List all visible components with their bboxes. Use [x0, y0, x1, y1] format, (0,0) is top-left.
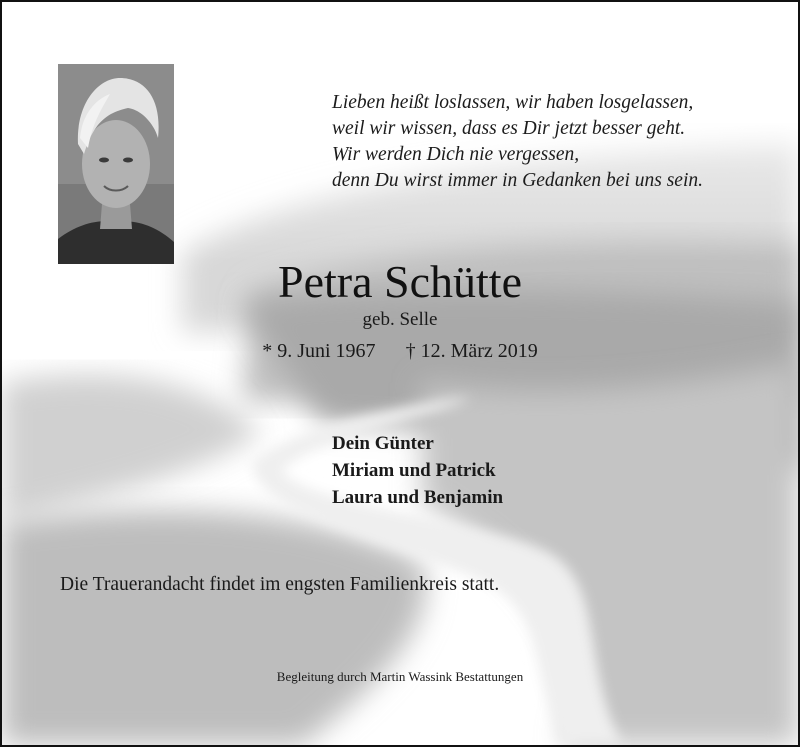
mourner-entry: Laura und Benjamin [332, 487, 504, 508]
portrait-photo [58, 64, 174, 264]
life-dates [2, 338, 798, 364]
memorial-service-notice: Die Trauerandacht findet im engsten Familienkreis statt. [60, 574, 500, 595]
maiden-name: geb. Selle [362, 309, 438, 330]
mourner-entry: Miriam und Patrick [332, 460, 496, 481]
portrait-image [58, 64, 174, 264]
poem-line: denn Du wirst immer in Gedanken bei uns sein. [332, 170, 703, 191]
memorial-poem [332, 90, 772, 194]
deceased-name: Petra Schütte [278, 256, 522, 307]
poem-line: Wir werden Dich nie vergessen, [332, 144, 580, 165]
poem-line: weil wir wissen, dass es Dir jetzt besser geht. [332, 118, 686, 139]
birth-date: * 9. Juni 1967 [262, 340, 376, 362]
undertaker-credit: Begleitung durch Martin Wassink Bestattungen [276, 669, 524, 684]
mourner-entry: Dein Günter [332, 433, 434, 454]
mourners-list [332, 430, 503, 511]
poem-line: Lieben heißt loslassen, wir haben losgelassen, [332, 92, 694, 113]
death-date: † 12. März 2019 [405, 340, 538, 362]
